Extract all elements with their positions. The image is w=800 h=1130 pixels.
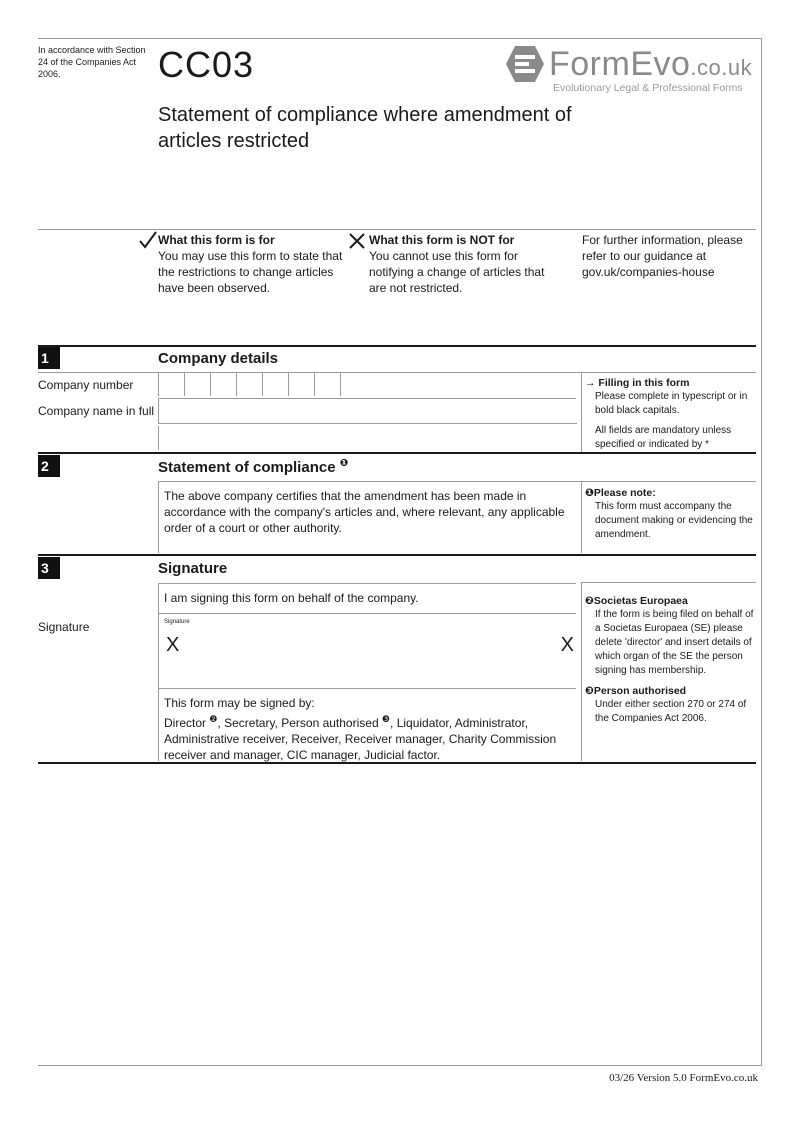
digit-box[interactable] (184, 372, 210, 396)
company-number-label: Company number (38, 378, 134, 392)
side-divider (581, 372, 582, 452)
section-number: 1 (38, 347, 60, 369)
digit-box[interactable] (210, 372, 236, 396)
tick-icon (138, 230, 158, 254)
page-border-right (761, 38, 762, 1066)
signatory-list: This form may be signed by: Director $^❷$, Secretary, Person authorised $^❸$, Liquidator, Administrator, Administrative receiver, Receiver, Receiver manager, Charity Commission receiver and manager, CIC manager, Judicial factor. (164, 696, 557, 762)
divider (158, 688, 576, 689)
divider (38, 372, 756, 373)
section-number: 2 (38, 455, 60, 477)
form-purpose (158, 232, 343, 296)
section-divider (38, 452, 756, 454)
digit-box[interactable] (236, 372, 262, 396)
form-title: Statement of compliance where amendment of articles restricted (158, 104, 572, 152)
signature-label: Signature (38, 620, 90, 634)
footer-version: 03/26 Version 5.0 FormEvo.co.uk (609, 1072, 758, 1084)
cross-icon (348, 232, 366, 254)
sign-here-left-icon: X (166, 634, 180, 656)
side-note-societas: ❷Societas Europaea If the form is being filed on behalf of a Societas Europaea (SE) please delete 'director' and insert details of which organ of the SE the person signing has membership. (585, 595, 754, 676)
divider (158, 481, 756, 482)
side-note-filling: → Filling in this form Please complete in typescript or in bold black capitals. All fields are mandatory unless specified or indicated by * (585, 377, 748, 450)
digit-box[interactable] (314, 372, 340, 396)
digit-box[interactable] (262, 372, 288, 396)
logo-wordmark: FormEvo.co.uk (549, 45, 753, 83)
form-not-purpose (369, 232, 559, 296)
form-purpose-text: You may use this form to state that the restrictions to change articles have been observed. (158, 249, 343, 295)
section-title: Signature (158, 560, 228, 577)
logo-tagline: Evolutionary Legal & Professional Forms (553, 82, 743, 94)
hexagon-logo-icon (505, 44, 545, 84)
divider (158, 583, 576, 584)
divider (581, 582, 756, 583)
side-note-please-note: ❶Please note: This form must accompany the document making or evidencing the amendment. (585, 487, 753, 540)
section-title: Statement of compliance $^❶$ (158, 458, 349, 476)
signature-field-caption: Signature (164, 619, 190, 625)
page-border-top (38, 38, 762, 39)
section-divider (38, 345, 756, 347)
form-purpose-heading: What this form is for (158, 233, 275, 247)
box-edge (158, 481, 159, 553)
compliance-statement: The above company certifies that the amendment has been made in accordance with the company's articles and, where relevant, any applicable order of a court or other authority. (164, 489, 565, 535)
signature-field[interactable] (159, 614, 576, 688)
company-name-input-line2[interactable] (158, 426, 577, 450)
section-divider (38, 554, 756, 556)
legal-reference: In accordance with Section 24 of the Companies Act 2006. (38, 45, 146, 79)
sign-here-right-icon: X (560, 634, 574, 656)
side-note-person-authorised: ❸Person authorised Under either section 270 or 274 of the Companies Act 2006. (585, 685, 747, 724)
form-not-purpose-heading: What this form is NOT for (369, 233, 515, 247)
formevo-logo (505, 44, 757, 96)
company-number-input[interactable] (158, 372, 368, 398)
arrow-right-icon: → (585, 377, 599, 389)
page-border-bottom (38, 1065, 762, 1066)
section-title: Company details (158, 350, 279, 367)
company-name-label: Company name in full (38, 404, 155, 418)
digit-box[interactable] (340, 372, 366, 396)
section-number: 3 (38, 557, 60, 579)
further-information: For further information, please refer to our guidance at gov.uk/companies-house (582, 233, 743, 279)
side-divider (581, 583, 582, 761)
form-not-purpose-text: You cannot use this form for notifying a change of articles that are not restricted. (369, 249, 545, 295)
on-behalf-statement: I am signing this form on behalf of the company. (164, 591, 419, 605)
digit-box[interactable] (158, 372, 184, 396)
form-code: CC03 (158, 44, 255, 85)
side-divider (581, 481, 582, 553)
company-name-input-line1[interactable] (158, 399, 577, 424)
digit-box[interactable] (288, 372, 314, 396)
section-divider (38, 762, 756, 764)
